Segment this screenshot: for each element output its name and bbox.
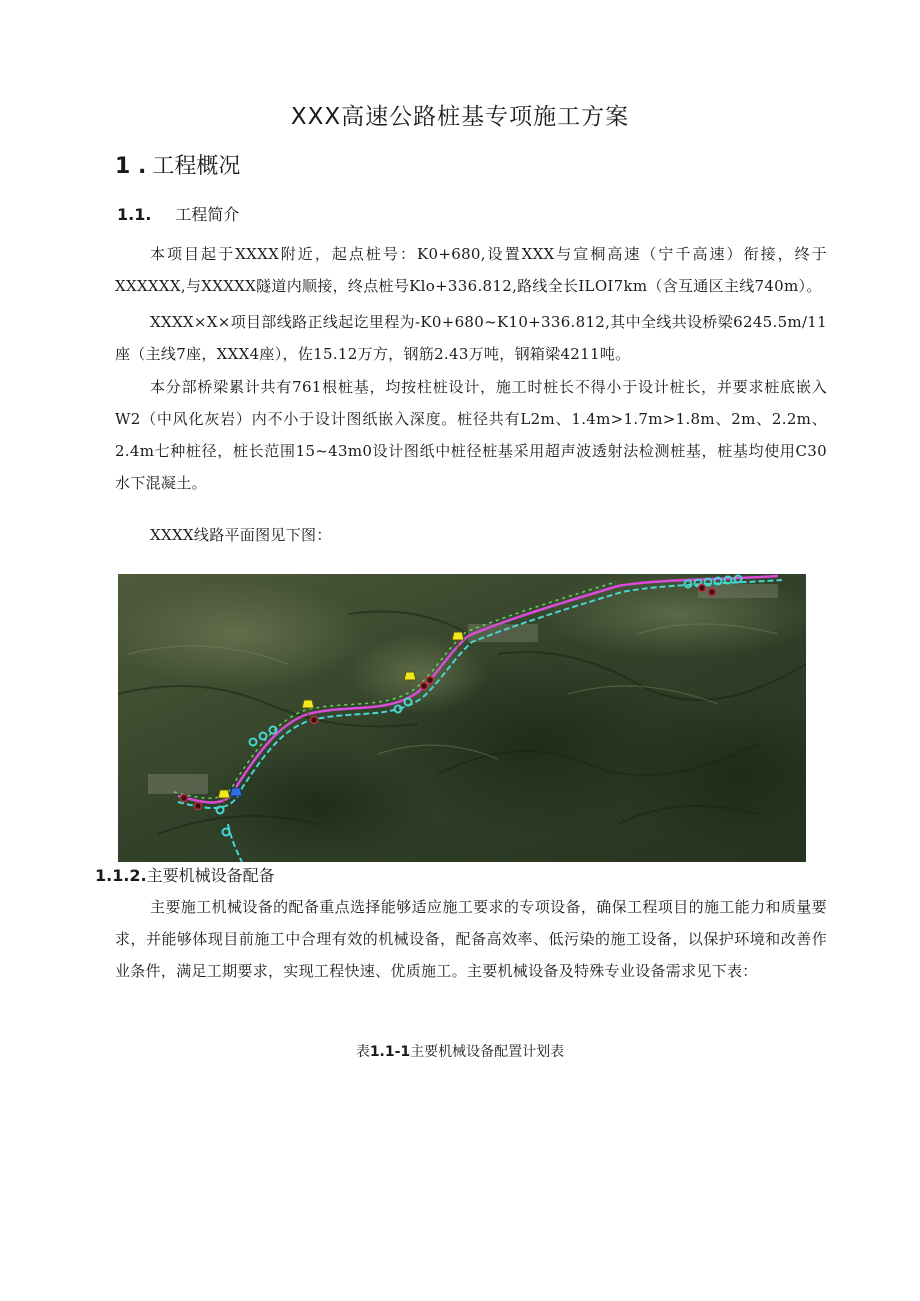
paragraph-map-intro: XXXX线路平面图见下图： <box>150 526 332 544</box>
caption-prefix: 表 <box>355 1044 370 1060</box>
section-heading-1-1 <box>117 202 239 225</box>
document-title: XXX高速公路桩基专项施工方案 <box>290 104 630 130</box>
paragraph-piles: 本分部桥梁累计共有761根桩基，均按柱桩设计，施工时桩长不得小于设计桩长，并要求桩底嵌入W2（中风化灰岩）内不小于设计图纸嵌入深度。桩径共有L2m、1.4m>1.7m>1.8m、2m、2.2m、2.4m七种桩径，桩长范围15~43m0设计图纸中桩径桩基采用超声波透射法检测桩基，桩基均使用C30水下混凝土。 <box>115 378 827 492</box>
section-heading-1-1-2 <box>95 863 275 886</box>
paragraph-mileage: XXXX×X×项目部线路正线起讫里程为-K0+680~K10+336.812,其中全线共设桥梁6245.5m/11座（主线7座，XXX4座），佐15.12万方，钢筋2.43万吨，钢箱梁4211吨。 <box>115 313 827 363</box>
table-caption <box>0 1041 920 1061</box>
route-satellite-map <box>118 574 806 862</box>
section-number: 1 . <box>115 154 147 179</box>
section-title: 工程概况 <box>152 154 241 179</box>
caption-number: 1.1-1 <box>369 1044 411 1060</box>
caption-title: 主要机械设备配置计划表 <box>410 1044 565 1060</box>
paragraph-equipment: 主要施工机械设备的配备重点选择能够适应施工要求的专项设备，确保工程项目的施工能力和质量要求，并能够体现目前施工中合理有效的机械设备，配备高效率、低污染的施工设备，以保护环境和改善作业条件，满足工期要求，实现工程快速、优质施工。主要机械设备及特殊专业设备需求见下表： <box>115 898 827 980</box>
paragraph-project-start: 本项目起于XXXX附近，起点桩号：K0+680,设置XXX与宣桐高速（宁千高速）衔接，终于XXXXXX,与XXXXX隧道内顺接，终点桩号Klo+336.812,路线全长ILOI7km（含互通区主线740m）。 <box>115 245 827 295</box>
section-number: 1.1. <box>117 205 152 224</box>
section-heading-1 <box>115 149 240 180</box>
section-title: 主要机械设备配备 <box>146 866 275 885</box>
section-number: 1.1.2. <box>95 866 147 885</box>
section-title: 工程简介 <box>175 205 240 224</box>
